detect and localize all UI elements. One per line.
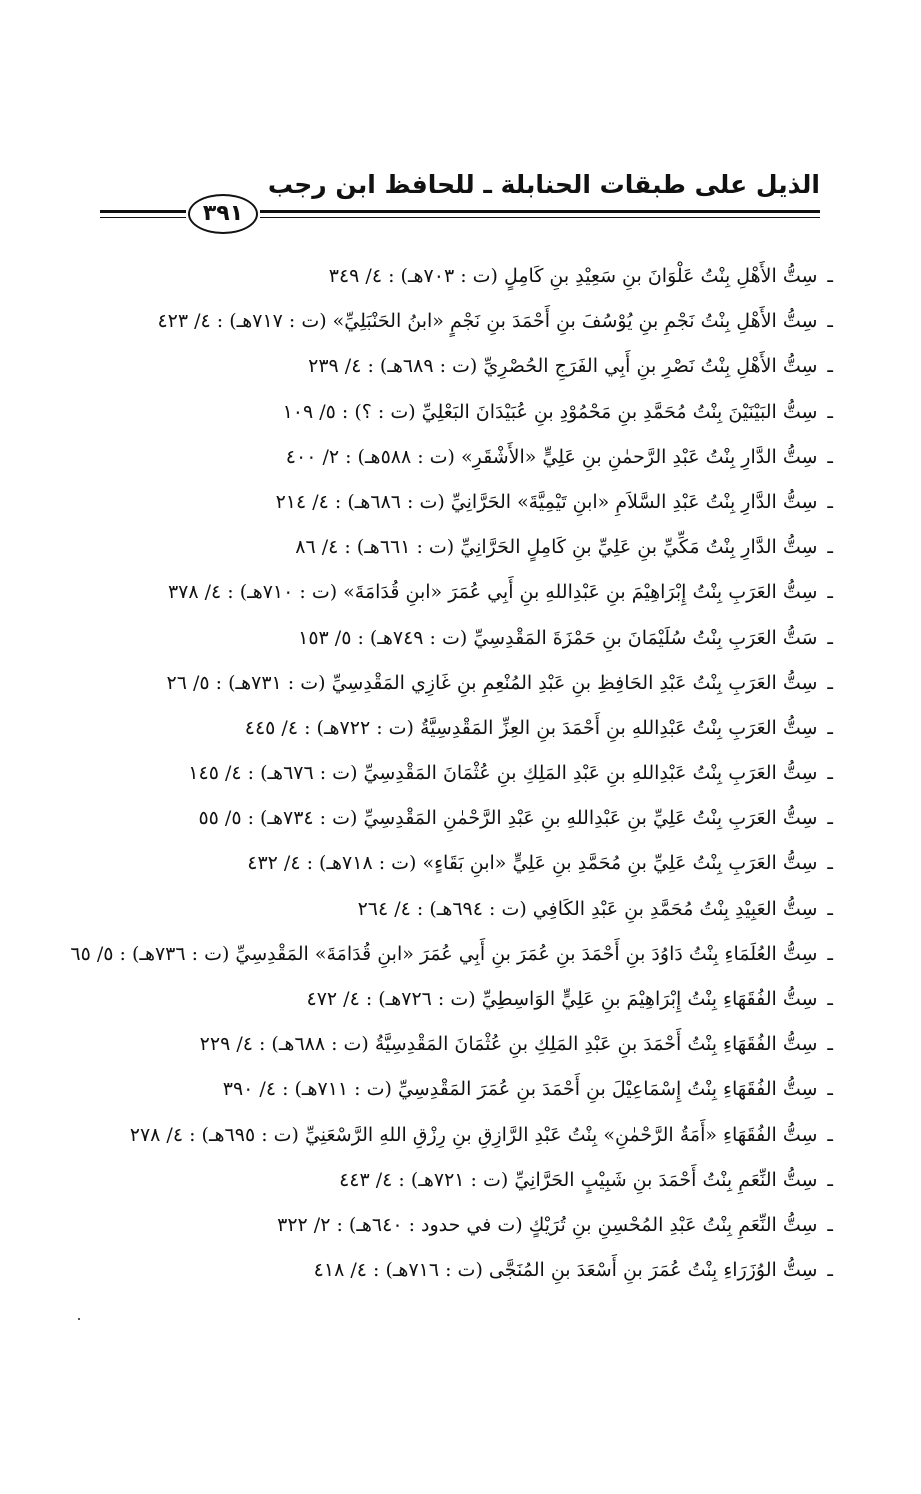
header-rule-right-thin	[260, 217, 820, 218]
entry-text: سَتُّ العَرَبِ بِنْتُ سُلَيْمَانَ بنِ حَمْزَةَ المَقْدِسِيِّ (ت : ٧٤٩هـ) : ٥/ ١٥٣	[298, 626, 818, 649]
index-entry	[93, 887, 833, 932]
scan-speck	[78, 1318, 80, 1320]
entry-text: سِتُّ الأَهْلِ بِنْتُ عَلْوَانَ بنِ سَعِيْدِ بنِ كَامِلٍ (ت : ٧٠٣هـ) : ٤/ ٣٤٩	[328, 265, 818, 287]
entry-dash: ـ	[827, 1123, 833, 1146]
page-header	[100, 168, 820, 238]
entry-text: سِتُّ الفُقَهَاءِ «أَمَةُ الرَّحْمٰنِ» بِنْتُ عَبْدِ الرَّازِقِ بنِ رِزْقِ اللهِ الرَّسْعَنِيِّ (ت : ٦٩٥هـ) : ٤/ ٢٧٨	[129, 1123, 818, 1146]
index-entry	[93, 480, 833, 525]
index-entry	[93, 435, 833, 480]
entry-text: سِتُّ الفُقَهَاءِ بِنْتُ إِبْرَاهِيْمَ بنِ عَلِيٍّ الوَاسِطِيِّ (ت : ٧٢٦هـ) : ٤/ ٤٧٢	[306, 988, 818, 1010]
index-entry	[93, 254, 833, 299]
entry-text: سِتُّ العُلَمَاءِ بِنْتُ دَاوُدَ بنِ أَحْمَدَ بنِ عُمَرَ بنِ أَبِي عُمَرَ «ابنِ قُدَامَةَ» المَقْدِسِيِّ (ت : ٧٣٦هـ) : ٥/ ٦٥	[70, 942, 818, 965]
entry-text: سِتُّ الفُقَهَاءِ بِنْتُ إِسْمَاعِيْلَ بنِ أَحْمَدَ بنِ عُمَرَ المَقْدِسِيِّ (ت : ٧١١هـ) : ٤/ ٣٩٠	[222, 1078, 818, 1101]
entry-dash: ـ	[827, 988, 833, 1010]
entry-dash: ـ	[827, 581, 833, 604]
index-entry	[93, 977, 833, 1022]
entry-dash: ـ	[827, 807, 833, 830]
entry-dash: ـ	[827, 716, 833, 739]
index-entry	[93, 1248, 833, 1293]
index-entry	[93, 796, 833, 841]
entry-dash: ـ	[827, 445, 833, 468]
entry-text: سِتُّ الدَّارِ بِنْتُ عَبْدِ السَّلاَمِ «ابنِ تَيْمِيَّةَ» الحَرَّانِيِّ (ت : ٦٨٦هـ) : ٤/ ٢١٤	[275, 490, 818, 513]
entry-dash: ـ	[827, 1259, 833, 1282]
entry-text: سِتُّ العَبِيْدِ بِنْتُ مُحَمَّدِ بنِ عَبْدِ الكَافِي (ت : ٦٩٤هـ) : ٤/ ٢٦٤	[357, 897, 818, 920]
entry-dash: ـ	[827, 310, 833, 333]
running-title: الذيل على طبقات الحنابلة ـ للحافظ ابن رجب	[267, 170, 820, 199]
index-entry	[93, 299, 833, 344]
entry-text: سِتُّ النِّعَمِ بِنْتُ أَحْمَدَ بنِ شَبِيْبٍ الحَرَّانِيِّ (ت : ٧٢١هـ) : ٤/ ٤٤٣	[339, 1168, 818, 1191]
entry-dash: ـ	[827, 1033, 833, 1056]
entry-dash: ـ	[827, 942, 833, 965]
entry-text: سِتُّ العَرَبِ بِنْتُ عَلِيِّ بنِ مُحَمَّدِ بنِ عَلِيٍّ «ابنِ بَقَاءٍ» (ت : ٧١٨هـ) : ٤/ ٤٣٢	[247, 852, 818, 875]
index-entry	[93, 616, 833, 661]
header-rule-right-thick	[260, 210, 820, 213]
entry-text: سِتُّ الفُقَهَاءِ بِنْتُ أَحْمَدَ بنِ عَبْدِ المَلِكِ بنِ عُثْمَانَ المَقْدِسِيَّةُ (ت : ٦٨٨هـ) : ٤/ ٢٢٩	[199, 1033, 818, 1056]
page-number: ٣٩١	[188, 194, 258, 234]
entry-text: سِتُّ الأَهْلِ بِنْتُ نَجْمِ بنِ يُوْسُفَ بنِ أَحْمَدَ بنِ نَجْمٍ «ابنُ الحَنْبَلِيِّ» (ت : ٧١٧هـ) : ٤/ ٤٢٣	[157, 310, 818, 333]
index-entry	[93, 390, 833, 435]
entry-dash: ـ	[827, 490, 833, 513]
entry-dash: ـ	[827, 852, 833, 875]
entry-text: سِتُّ الدَّارِ بِنْتُ مَكِّيِّ بنِ عَلِيِّ بنِ كَامِلٍ الحَرَّانِيِّ (ت : ٦٦١هـ) : ٤/ ٨٦	[295, 536, 818, 559]
index-entry	[93, 706, 833, 751]
entry-text: سِتُّ الوُزَرَاءِ بِنْتُ عُمَرَ بنِ أَسْعَدَ بنِ المُنَجَّى (ت : ٧١٦هـ) : ٤/ ٤١٨	[313, 1259, 818, 1282]
index-entry	[93, 1158, 833, 1203]
index-entry	[93, 344, 833, 389]
header-rule-left-thick	[100, 210, 186, 213]
entry-dash: ـ	[827, 897, 833, 920]
entry-dash: ـ	[827, 671, 833, 694]
index-entry	[93, 1067, 833, 1112]
entry-dash: ـ	[827, 536, 833, 559]
entry-text: سِتُّ الأَهْلِ بِنْتُ نَصْرِ بنِ أَبِي الفَرَجِ الحُصْرِيِّ (ت : ٦٨٩هـ) : ٤/ ٢٣٩	[308, 355, 818, 378]
index-entry	[93, 661, 833, 706]
entry-dash: ـ	[827, 355, 833, 378]
index-entry	[70, 932, 833, 977]
entry-dash: ـ	[827, 1078, 833, 1101]
entry-text: سِتُّ الدَّارِ بِنْتُ عَبْدِ الرَّحمٰنِ بنِ عَلِيٍّ «الأَشْقَرِ» (ت : ٥٨٨هـ) : ٢/ ٤٠٠	[285, 445, 818, 468]
entry-dash: ـ	[827, 626, 833, 649]
index-entry	[93, 1113, 833, 1158]
entry-dash: ـ	[827, 1213, 833, 1236]
entry-text: سِتُّ العَرَبِ بِنْتُ عَبْدِاللهِ بنِ أَحْمَدَ بنِ العِزِّ المَقْدِسِيَّةُ (ت : ٧٢٢هـ) : ٤/ ٤٤٥	[244, 716, 818, 739]
index-entry	[93, 841, 833, 886]
entry-dash: ـ	[827, 400, 833, 423]
entry-text: سِتُّ النِّعَمِ بِنْتُ عَبْدِ المُحْسِنِ بنِ تُرَيْكٍ (ت في حدود : ٦٤٠هـ) : ٢/ ٣٢٢	[277, 1213, 818, 1236]
index-entry	[93, 751, 833, 796]
entry-text: سِتُّ العَرَبِ بِنْتُ عَبْدِ الحَافِظِ بنِ عَبْدِ المُنْعِمِ بنِ غَازِي المَقْدِسِيِّ (ت : ٧٣١هـ) : ٥/ ٢٦	[166, 671, 818, 694]
entry-dash: ـ	[827, 1168, 833, 1191]
index-entries-list	[70, 254, 833, 1293]
entry-dash: ـ	[827, 762, 833, 785]
index-entry	[93, 1022, 833, 1067]
header-rule-left-thin	[100, 217, 186, 218]
entry-dash: ـ	[827, 265, 833, 287]
index-entry	[93, 1203, 833, 1248]
index-entry	[93, 570, 833, 615]
entry-text: سِتُّ العَرَبِ بِنْتُ عَبْدِاللهِ بنِ عَبْدِ المَلِكِ بنِ عُثْمَانَ المَقْدِسِيِّ (ت : ٦٧٦هـ) : ٤/ ١٤٥	[188, 762, 818, 785]
entry-text: سِتُّ العَرَبِ بِنْتُ إِبْرَاهِيْمَ بنِ عَبْدِاللهِ بنِ أَبِي عُمَرَ «ابنِ قُدَامَةَ» (ت : ٧١٠هـ) : ٤/ ٣٧٨	[167, 581, 818, 604]
entry-text: سِتُّ العَرَبِ بِنْتُ عَلِيِّ بنِ عَبْدِاللهِ بنِ عَبْدِ الرَّحْمٰنِ المَقْدِسِيِّ (ت : ٧٣٤هـ) : ٥/ ٥٥	[198, 807, 818, 830]
index-entry	[93, 525, 833, 570]
entry-text: سِتُّ البَيْنَيْنَ بِنْتُ مُحَمَّدِ بنِ مَحْمُوْدِ بنِ عُبَيْدَانَ البَعْلِيِّ (ت : ؟) : ٥/ ١٠٩	[282, 400, 818, 423]
